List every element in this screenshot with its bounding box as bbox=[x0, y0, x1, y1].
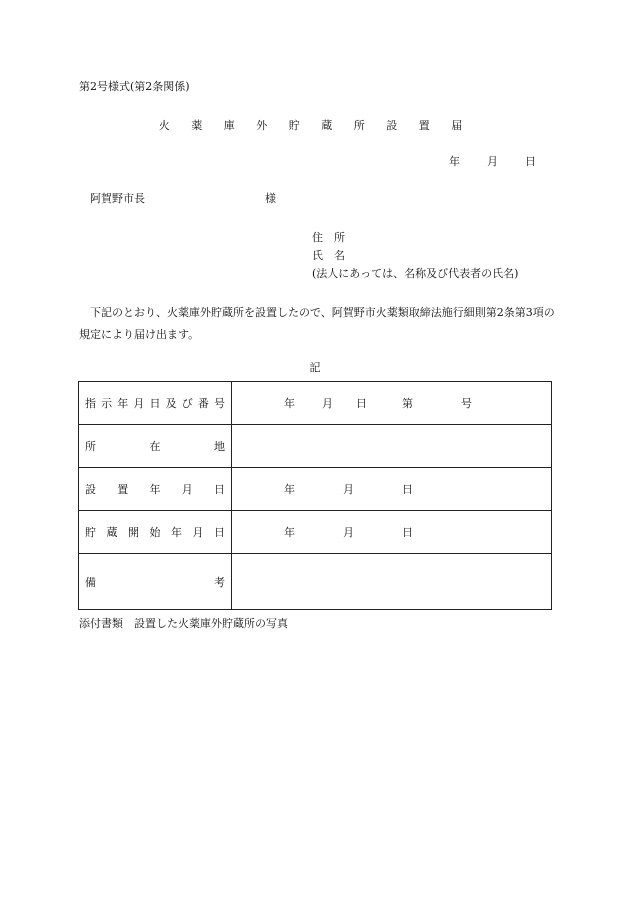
table-row bbox=[79, 425, 552, 468]
applicant-address-label: 住 所 bbox=[312, 231, 345, 244]
table-row bbox=[79, 382, 552, 425]
document-title: 火 薬 庫 外 貯 蔵 所 設 置 届 bbox=[158, 119, 472, 132]
year-label: 年 bbox=[284, 526, 295, 539]
dai-label: 第 bbox=[402, 397, 413, 410]
year-label: 年 bbox=[284, 483, 295, 496]
month-label: 月 bbox=[343, 526, 354, 539]
location-label: 所 在 地 bbox=[79, 425, 232, 468]
instruction-date-number-label: 指 示 年 月 日 及 び 番 号 bbox=[79, 382, 232, 425]
month-label: 月 bbox=[322, 397, 333, 410]
table-row bbox=[79, 554, 552, 610]
table-row bbox=[79, 468, 552, 511]
addressee-honorific: 様 bbox=[265, 192, 276, 205]
year-label: 年 bbox=[284, 397, 295, 410]
installation-date-label: 設 置 年 月 日 bbox=[79, 468, 232, 511]
date-month-label: 月 bbox=[487, 155, 498, 168]
notification-body: 下記のとおり、火薬庫外貯蔵所を設置したので、阿賀野市火薬類取締法施行細則第2条第3項の規定により届け出ます。 bbox=[79, 306, 555, 341]
day-label: 日 bbox=[402, 526, 413, 539]
details-table bbox=[78, 381, 552, 610]
ki-heading: 記 bbox=[309, 361, 321, 374]
day-label: 日 bbox=[402, 483, 413, 496]
instruction-date-number-field[interactable] bbox=[232, 382, 552, 425]
number-suffix-label: 号 bbox=[461, 397, 472, 410]
installation-date-field[interactable] bbox=[232, 468, 552, 511]
date-year-label: 年 bbox=[449, 155, 460, 168]
addressee-name: 阿賀野市長 bbox=[90, 192, 145, 205]
table-row bbox=[79, 511, 552, 554]
month-label: 月 bbox=[343, 483, 354, 496]
applicant-corporate-note: (法人にあっては、名称及び代表者の氏名) bbox=[312, 267, 519, 280]
attachment-note: 添付書類 設置した火薬庫外貯蔵所の写真 bbox=[79, 617, 288, 630]
applicant-name-label: 氏 名 bbox=[312, 249, 345, 262]
remarks-field[interactable] bbox=[232, 554, 552, 610]
remarks-label: 備 考 bbox=[79, 554, 232, 610]
form-number: 第2号様式(第2条関係) bbox=[79, 80, 190, 93]
storage-start-date-label: 貯 蔵 開 始 年 月 日 bbox=[79, 511, 232, 554]
day-label: 日 bbox=[356, 397, 367, 410]
location-field[interactable] bbox=[232, 425, 552, 468]
date-day-label: 日 bbox=[525, 155, 536, 168]
storage-start-date-field[interactable] bbox=[232, 511, 552, 554]
